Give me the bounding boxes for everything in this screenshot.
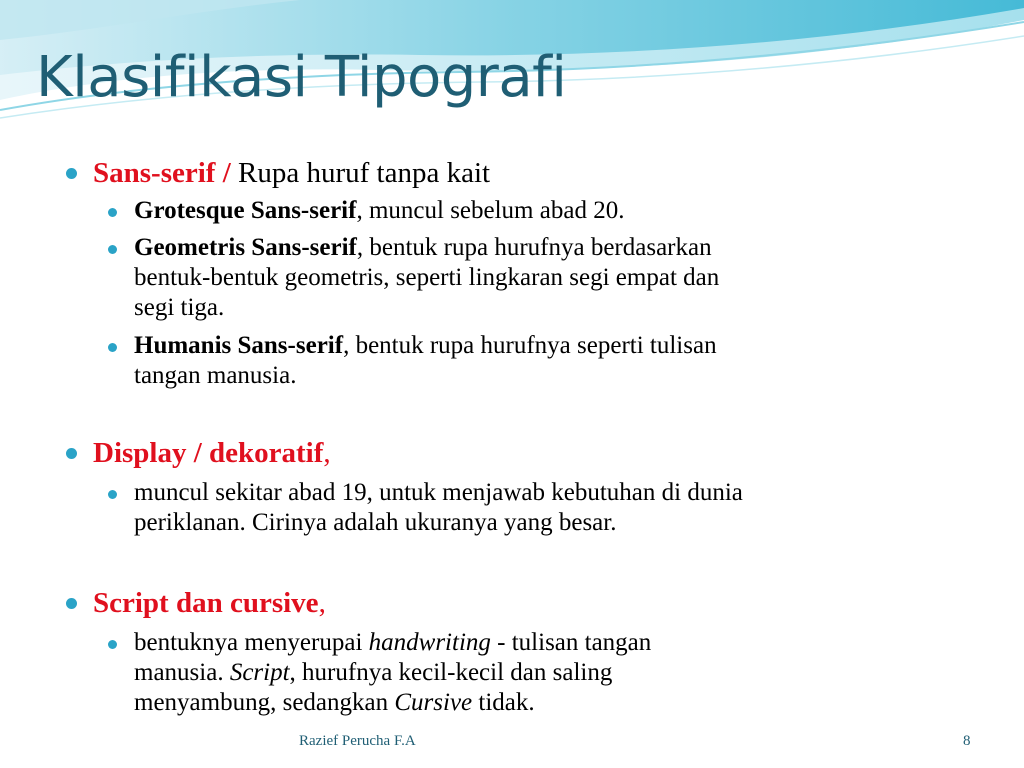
footer-author: Razief Perucha F.A bbox=[299, 733, 416, 749]
bullet-dot-icon bbox=[66, 598, 77, 609]
list-item-geometris: Geometris Sans-serif, bentuk rupa hurufnya berdasarkan bentuk-bentuk geometris, seperti lingkaran segi empat dan segi tiga. bbox=[134, 234, 720, 321]
section-heading-script: Script dan cursive, bbox=[93, 587, 326, 619]
section-heading-sans-serif: Sans-serif / Rupa huruf tanpa kait bbox=[93, 157, 491, 189]
sub-bullet-dot-icon bbox=[108, 490, 117, 499]
sub-bullet-dot-icon bbox=[108, 245, 117, 254]
bullet-dot-icon bbox=[66, 168, 77, 179]
bullet-dot-icon bbox=[66, 448, 77, 459]
footer-page-number: 8 bbox=[963, 733, 971, 749]
list-item-humanis: Humanis Sans-serif, bentuk rupa hurufnya seperti tulisan tangan manusia. bbox=[134, 332, 717, 389]
sub-bullet-dot-icon bbox=[108, 640, 117, 649]
sub-bullet-dot-icon bbox=[108, 343, 117, 352]
slide-title: Klasifikasi Tipografi bbox=[36, 45, 567, 110]
list-item-grotesque: Grotesque Sans-serif, muncul sebelum abad 20. bbox=[134, 197, 625, 224]
list-item-display-desc: muncul sekitar abad 19, untuk menjawab kebutuhan di dunia periklanan. Cirinya adalah ukuranya yang besar. bbox=[134, 479, 743, 536]
section-heading-display: Display / dekoratif, bbox=[93, 437, 331, 469]
list-item-script-desc: bentuknya menyerupai handwriting - tulisan tangan manusia. Script, hurufnya kecil-kecil dan saling menyambung, sedangkan Cursive tidak. bbox=[134, 629, 652, 716]
sub-bullet-dot-icon bbox=[108, 208, 117, 217]
